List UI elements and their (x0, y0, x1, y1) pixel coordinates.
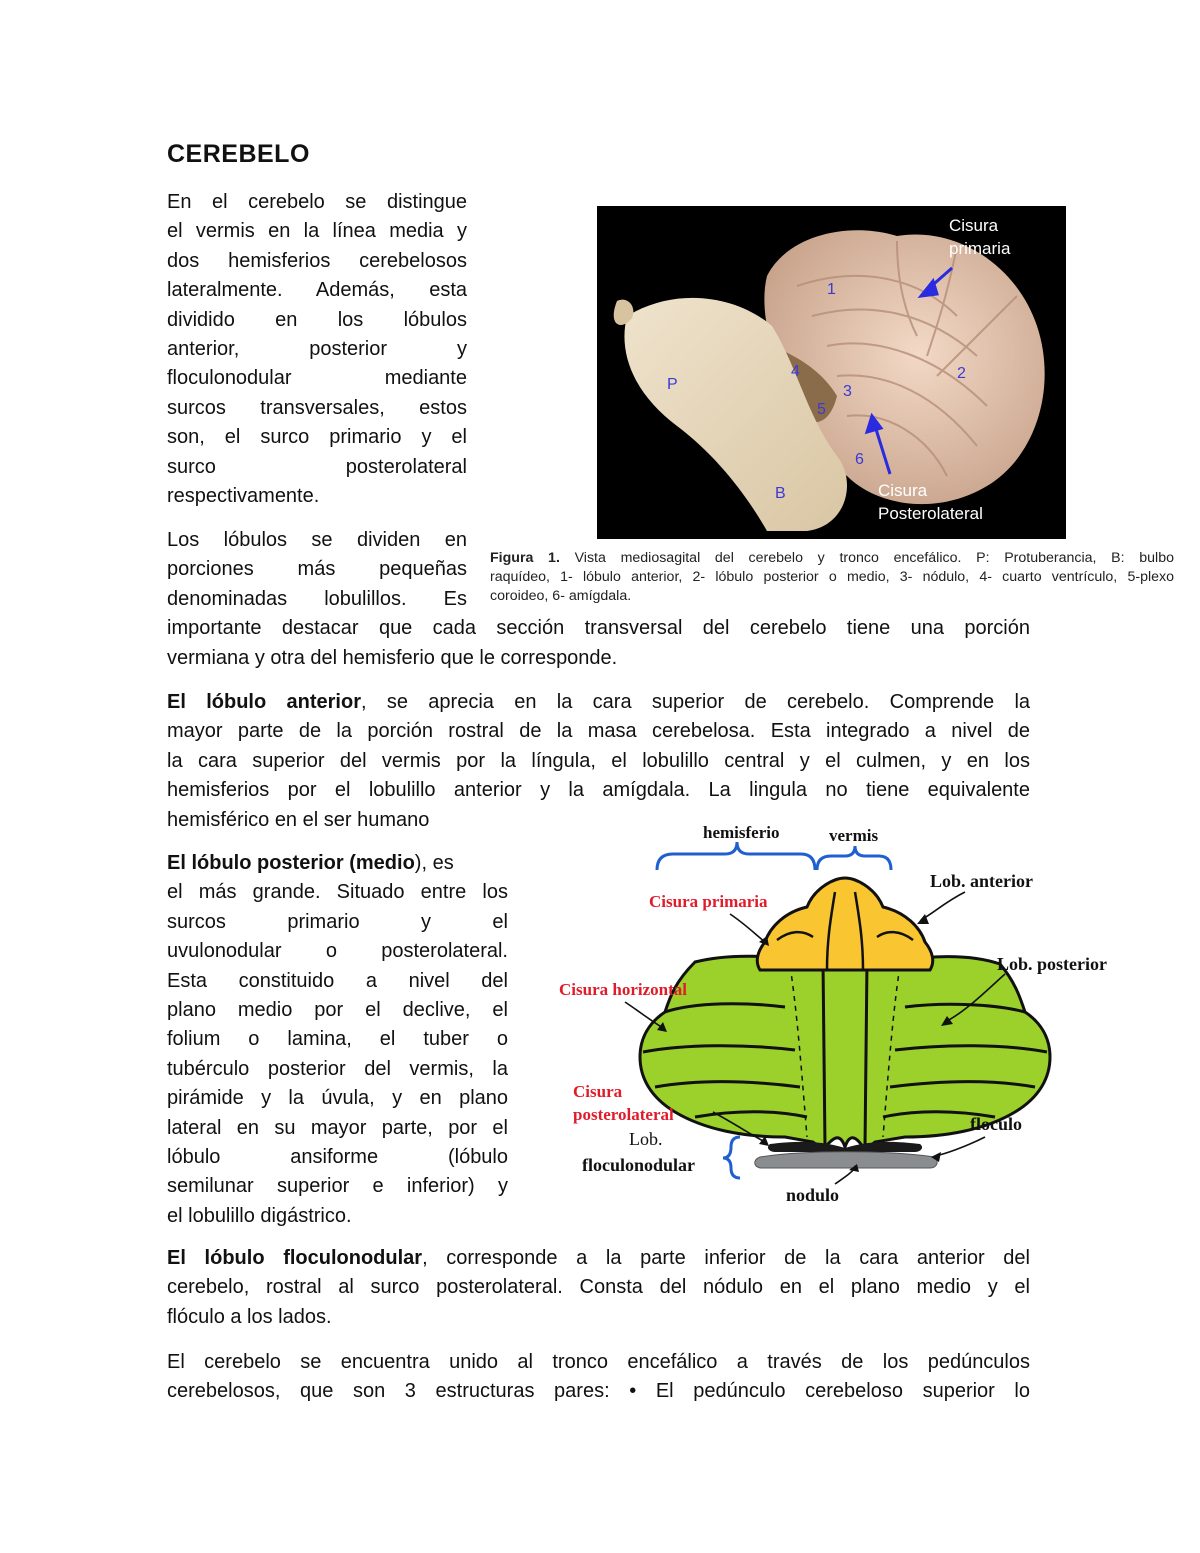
text-line: importante destacar que cada sección transversal del cerebelo tiene una porción (167, 617, 1030, 640)
text-line (167, 688, 1030, 717)
floculonodular-heading: El lóbulo floculonodular (167, 1247, 423, 1269)
label-lob-posterior: Lob. posterior (997, 954, 1107, 974)
label-cisura-post-1: Cisura (573, 1082, 623, 1101)
brace-hemisferio (657, 842, 815, 870)
anterior-heading: El lóbulo anterior (167, 691, 361, 713)
label-hemisferio: hemisferio (703, 823, 780, 842)
posterior-paragraph (167, 849, 508, 1231)
heading-part: El lóbulo posterior ( (167, 852, 356, 874)
label-cisura-primaria: Cisura primaria (649, 892, 768, 911)
label-6: 6 (855, 451, 864, 468)
text-line: En el cerebelo se distingue (167, 191, 467, 213)
heading-part: medio (355, 852, 415, 874)
text-line: cerebelosos, que son 3 estructuras pares: • El pedúnculo cerebeloso superior lo (167, 1380, 1030, 1403)
pointer-cisura-primaria (730, 914, 765, 942)
cerebellum-lobes-diagram (545, 812, 1135, 1212)
text-line: Esta constituido a nivel del (167, 969, 508, 992)
label-vermis: vermis (829, 826, 879, 845)
text-line: lateral en su mayor parte, por el (167, 1116, 508, 1139)
figure-1-caption (490, 549, 1174, 606)
figure-2-diagram (545, 812, 1135, 1212)
brace-floculonodular (723, 1137, 740, 1178)
heading-part: ) (414, 852, 422, 874)
posterior-heading (167, 852, 415, 874)
text-line: porciones más pequeñas (167, 558, 467, 581)
label-4: 4 (791, 363, 800, 380)
text-line: folium o lamina, el tuber o (167, 1028, 508, 1051)
label-5: 5 (817, 401, 826, 418)
vermis-border-left (823, 962, 825, 1147)
text-line: hemisferios por el lobulillo anterior y la amígdala. La lingula no tiene equivalente (167, 779, 1030, 802)
text-line-rest: , es (421, 852, 454, 874)
text-line: lóbulo ansiforme (lóbulo (167, 1145, 508, 1168)
text-line: tubérculo posterior del vermis, la (167, 1057, 508, 1080)
label-cisura-horizontal: Cisura horizontal (559, 980, 687, 999)
text-line (167, 849, 508, 878)
pointer-lob-anterior (921, 892, 965, 920)
label-2: 2 (957, 365, 966, 382)
label-cisura-primaria-2: primaria (949, 239, 1011, 258)
text-line: hemisférico en el ser humano (167, 808, 430, 831)
label-lob-flocu-2: floculonodular (582, 1155, 696, 1175)
pointer-cisura-horizontal (625, 1002, 663, 1028)
brace-vermis (817, 846, 891, 870)
text-line: cerebelo, rostral al surco posterolateral. Consta del nódulo en el plano medio y el (167, 1276, 1030, 1299)
text-line: uvulonodular o posterolateral. (167, 940, 508, 963)
text-line: floculonodular mediante (167, 367, 467, 390)
label-cisura-post-1: Cisura (878, 481, 928, 500)
text-line: mayor parte de la porción rostral de la masa cerebelosa. Esta integrado a nivel de (167, 720, 1030, 743)
text-line: anterior, posterior y (167, 337, 467, 360)
vermis-border-right (865, 962, 867, 1147)
text-line: flóculo a los lados. (167, 1305, 332, 1328)
label-B: B (775, 485, 786, 502)
page-title: CEREBELO (167, 140, 310, 168)
text-line: respectivamente. (167, 484, 320, 507)
text-line: el lobulillo digástrico. (167, 1204, 352, 1227)
text-line (167, 1244, 1030, 1273)
floculonodular-paragraph (167, 1244, 1030, 1332)
anterior-lobe (757, 878, 932, 970)
cerebellum-sagittal-illustration (597, 206, 1066, 539)
pointer-floculo (935, 1137, 985, 1156)
text-line-content: vermiana y otra del hemisferio que le corresponde. (167, 646, 618, 669)
label-lob-flocu-1: Lob. (629, 1129, 663, 1149)
text-line: denominadas lobulillos. Es (167, 587, 467, 610)
figure-1-photo (597, 206, 1066, 539)
text-line: surcos primario y el (167, 910, 508, 933)
label-lob-anterior: Lob. anterior (930, 871, 1033, 891)
label-3: 3 (843, 383, 852, 400)
label-cisura-primaria-1: Cisura (949, 216, 999, 235)
label-cisura-post-2: Posterolateral (878, 504, 983, 523)
label-floculo: floculo (970, 1114, 1022, 1134)
text-line: dividido en los lóbulos (167, 308, 467, 331)
text-line: El cerebelo se encuentra unido al tronco encefálico a través de los pedúnculos (167, 1351, 1030, 1373)
text-line: el vermis en la línea media y (167, 220, 467, 243)
caption-label: Figura 1. (490, 550, 560, 566)
nodulo-grey (755, 1152, 937, 1168)
text-line-rest: , se aprecia en la cara superior de cerebelo. Comprende la (360, 691, 1030, 713)
label-nodulo: nodulo (786, 1185, 840, 1205)
caption-line: coroideo, 6- amígdala. (490, 588, 632, 604)
text-line: Los lóbulos se dividen en (167, 529, 467, 551)
text-line: surco posterolateral (167, 455, 467, 478)
text-line: la cara superior del vermis por la língula, el lobulillo central y el culmen, y en los (167, 749, 1030, 772)
text-line: plano medio por el declive, el (167, 998, 508, 1021)
text-line: surcos transversales, estos (167, 396, 467, 419)
label-cisura-post-2: posterolateral (573, 1105, 674, 1124)
caption-line: raquídeo, 1- lóbulo anterior, 2- lóbulo posterior o medio, 3- nódulo, 4- cuarto ventrículo, 5-plexo (490, 569, 1174, 585)
text-line: dos hemisferios cerebelosos (167, 249, 467, 272)
text-line: lateralmente. Además, esta (167, 279, 467, 302)
text-line: el más grande. Situado entre los (167, 881, 508, 904)
text-line: pirámide y la úvula, y en plano (167, 1087, 508, 1110)
label-P: P (667, 376, 678, 393)
text-line-rest: , corresponde a la parte inferior de la cara anterior del (422, 1247, 1030, 1269)
text-line: son, el surco primario y el (167, 426, 467, 449)
text-line (167, 644, 1030, 673)
final-paragraph (167, 1348, 1030, 1407)
caption-line (490, 549, 1174, 568)
label-1: 1 (827, 281, 836, 298)
intro-paragraph (167, 188, 467, 511)
caption-text: Vista mediosagital del cerebelo y tronco encefálico. P: Protuberancia, B: bulbo (574, 550, 1174, 566)
text-line: semilunar superior e inferior) y (167, 1175, 508, 1198)
